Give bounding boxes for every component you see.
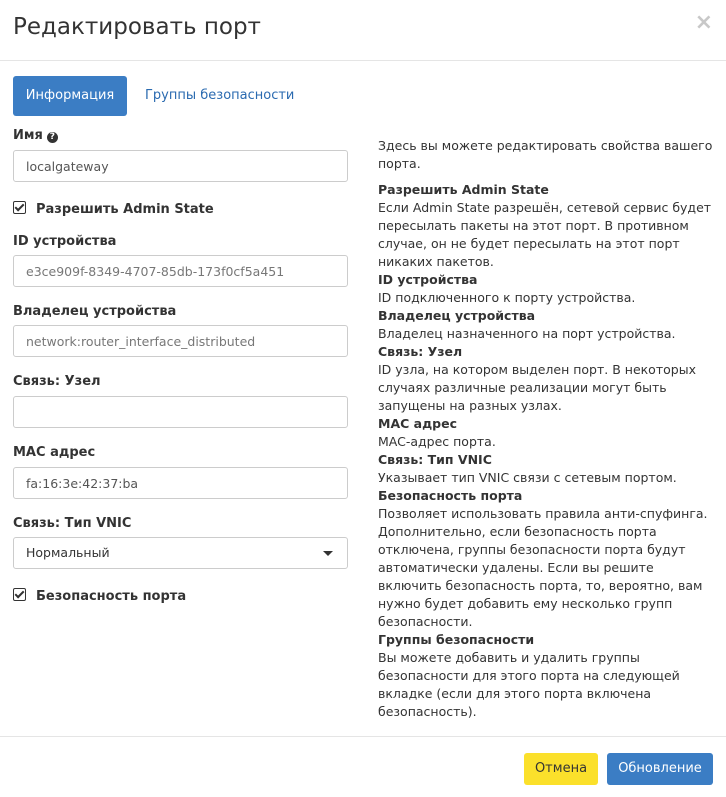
tab-security-groups[interactable]: Группы безопасности [145, 88, 295, 103]
help-title: Связь: Тип VNIC [378, 452, 492, 467]
modal-header [0, 0, 726, 61]
help-title: Связь: Узел [378, 344, 463, 359]
device-id-label: ID устройства [13, 234, 117, 249]
help-text: MAC-адрес порта. [378, 434, 496, 449]
device-owner-label: Владелец устройства [13, 304, 177, 319]
vnic-label: Связь: Тип VNIC [13, 516, 132, 531]
checkbox-checked-icon[interactable] [13, 201, 26, 214]
help-intro: Здесь вы можете редактировать свойства вашего порта. [378, 138, 713, 171]
port-security-checkbox[interactable] [13, 588, 186, 604]
help-title: Группы безопасности [378, 632, 535, 647]
update-button[interactable]: Обновление [607, 753, 713, 785]
caret-down-icon [323, 551, 333, 556]
vnic-select-value: Нормальный [26, 545, 110, 560]
cancel-button[interactable]: Отмена [524, 753, 598, 785]
admin-state-label: Разрешить Admin State [36, 202, 214, 217]
mac-label: MAC адрес [13, 445, 96, 460]
name-input[interactable] [13, 150, 348, 182]
help-title: MAC адрес [378, 416, 458, 431]
help-text: ID узла, на котором выделен порт. В некоторых случаях различные реализации могут быть запущены на разных узлах. [378, 362, 696, 413]
close-icon[interactable]: × [694, 10, 713, 35]
device-owner-input[interactable] [13, 325, 348, 357]
help-title: Разрешить Admin State [378, 182, 549, 197]
modal-title: Редактировать порт [13, 14, 261, 40]
admin-state-checkbox[interactable] [13, 201, 214, 217]
help-text: ID подключенного к порту устройства. [378, 290, 636, 305]
checkbox-checked-icon[interactable] [13, 588, 26, 601]
help-panel [378, 137, 713, 721]
help-title: ID устройства [378, 272, 478, 287]
question-icon[interactable]: ? [47, 132, 58, 143]
help-text: Вы можете добавить и удалить группы безопасности для этого порта на следующей вкладке (если для этого порта включена безопасность). [378, 650, 680, 719]
port-security-label: Безопасность порта [36, 589, 187, 604]
device-id-input[interactable] [13, 255, 348, 287]
host-input[interactable] [13, 396, 348, 428]
help-text: Если Admin State разрешён, сетевой сервис будет пересылать пакеты на этот порт. В противном случае, он не будет пересылать на этот порт никаких пакетов. [378, 200, 712, 269]
vnic-select[interactable] [13, 537, 348, 569]
help-title: Безопасность порта [378, 488, 523, 503]
tab-info[interactable]: Информация [13, 76, 127, 116]
name-label-text: Имя [13, 128, 43, 143]
help-title: Владелец устройства [378, 308, 536, 323]
modal-footer [0, 736, 726, 797]
help-text: Позволяет использовать правила анти-спуфинга. Дополнительно, если безопасность порта отключена, группы безопасности порта будут автоматически удалены. Если вы решите включить безопасность порта, то, вероятно, вам нужно будет добавить ему несколько групп безопасности. [378, 506, 708, 629]
help-text: Владелец назначенного на порт устройства. [378, 326, 676, 341]
mac-input[interactable] [13, 467, 348, 499]
help-text: Указывает тип VNIC связи с сетевым портом. [378, 470, 677, 485]
host-label: Связь: Узел [13, 374, 101, 389]
name-label [13, 128, 58, 143]
